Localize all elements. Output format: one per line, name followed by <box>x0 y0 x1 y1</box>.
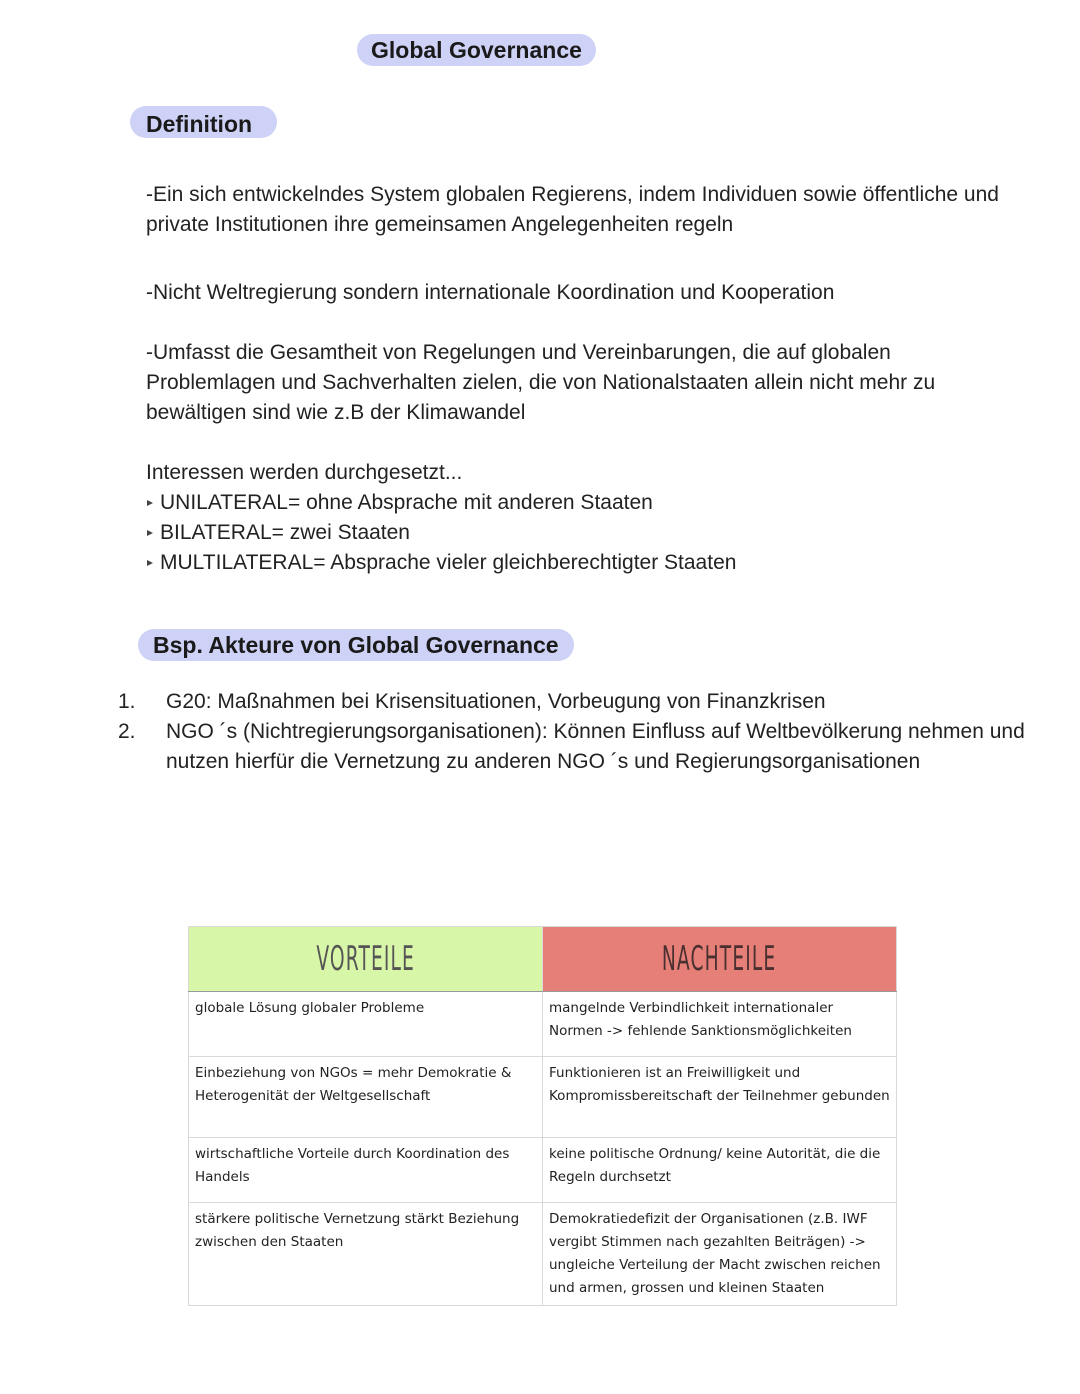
actors-list <box>118 687 1038 777</box>
table-row <box>189 1138 897 1203</box>
pro-cell: Einbeziehung von NGOs = mehr Demokratie & Heterogenität der Weltgesellschaft <box>189 1057 543 1138</box>
page-title: Global Governance <box>357 34 596 66</box>
actors-heading: Bsp. Akteure von Global Governance <box>138 629 574 661</box>
pros-cons-table <box>188 926 897 1306</box>
list-number: 2. <box>118 720 136 743</box>
pros-header: VORTEILE <box>189 927 543 992</box>
interests-intro: Interessen werden durchgesetzt... <box>146 461 463 484</box>
list-text: NGO ´s (Nichtregierungsorganisationen): Können Einfluss auf Weltbevölkerung nehmen und nutzen hierfür die Vernetzung zu anderen NGO ´s und Regierungsorganisationen <box>166 720 1025 773</box>
list-number: 1. <box>118 690 136 713</box>
list-item: MULTILATERAL= Absprache vieler gleichberechtigter Staaten <box>146 548 1026 578</box>
definition-paragraph: -Nicht Weltregierung sondern internationale Koordination und Kooperation <box>146 281 835 304</box>
interests-block <box>146 458 1026 578</box>
cons-header: NACHTEILE <box>543 927 897 992</box>
table-row <box>189 1057 897 1138</box>
list-item: BILATERAL= zwei Staaten <box>146 518 1026 548</box>
pro-cell: wirtschaftliche Vorteile durch Koordination des Handels <box>189 1138 543 1203</box>
con-cell: Demokratiedefizit der Organisationen (z.B. IWF vergibt Stimmen nach gezahlten Beiträgen) -> ungleiche Verteilung der Macht zwischen reichen und armen, grossen und kleinen Staaten <box>543 1203 897 1306</box>
interests-list <box>146 488 1026 578</box>
definition-heading: Definition <box>130 106 277 138</box>
definition-paragraph: -Ein sich entwickelndes System globalen Regierens, indem Individuen sowie öffentliche und private Institutionen ihre gemeinsamen Angelegenheiten regeln <box>146 183 999 236</box>
table-row <box>189 992 897 1057</box>
con-cell: mangelnde Verbindlichkeit internationaler Normen -> fehlende Sanktionsmöglichkeiten <box>543 992 897 1057</box>
list-text: G20: Maßnahmen bei Krisensituationen, Vorbeugung von Finanzkrisen <box>166 690 826 713</box>
pro-cell: globale Lösung globaler Probleme <box>189 992 543 1057</box>
table-header-row <box>189 927 897 992</box>
table-row <box>189 1203 897 1306</box>
con-cell: keine politische Ordnung/ keine Autorität, die die Regeln durchsetzt <box>543 1138 897 1203</box>
definition-paragraph: -Umfasst die Gesamtheit von Regelungen und Vereinbarungen, die auf globalen Problemlagen und Sachverhalten zielen, die von Nationalstaaten allein nicht mehr zu bewältigen sind wie z.B der Klimawandel <box>146 341 936 424</box>
list-item: UNILATERAL= ohne Absprache mit anderen Staaten <box>146 488 1026 518</box>
list-item <box>118 687 1038 717</box>
pro-cell: stärkere politische Vernetzung stärkt Beziehung zwischen den Staaten <box>189 1203 543 1306</box>
list-item <box>118 717 1038 777</box>
con-cell: Funktionieren ist an Freiwilligkeit und Kompromissbereitschaft der Teilnehmer gebunden <box>543 1057 897 1138</box>
